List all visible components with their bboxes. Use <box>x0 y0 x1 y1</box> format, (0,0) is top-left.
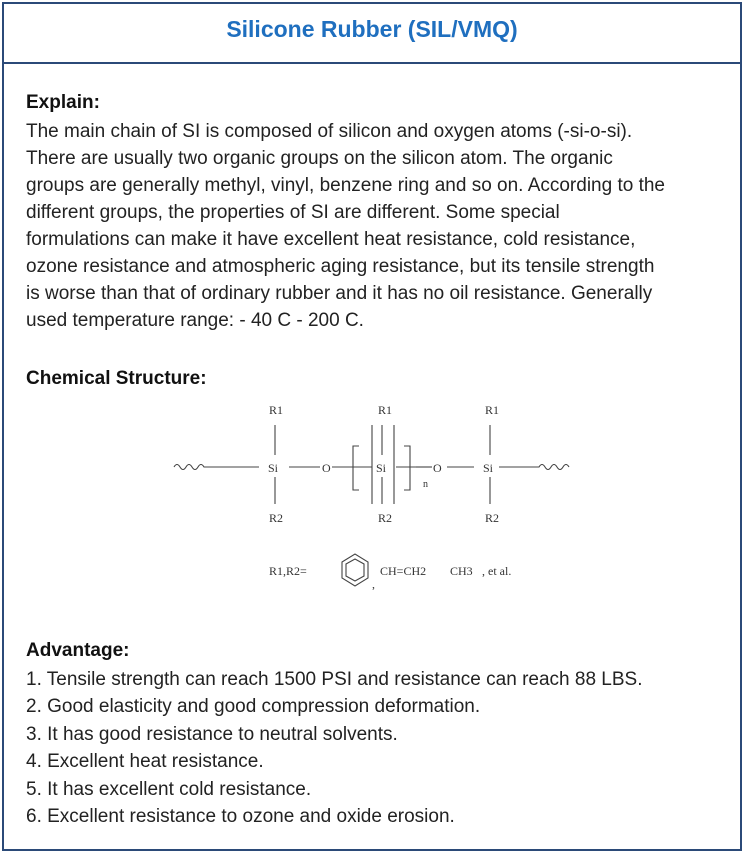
r2-label: R2 <box>378 511 393 525</box>
explain-line: is worse than that of ordinary rubber and it has no oil resistance. Generally <box>26 283 653 304</box>
wavy-bond-left <box>174 465 259 470</box>
explain-paragraph <box>26 118 726 334</box>
explain-heading: Explain: <box>26 92 100 113</box>
r1-label: R1 <box>378 403 393 417</box>
methyl-group: CH3 <box>450 564 473 578</box>
r1-label: R1 <box>269 403 284 417</box>
r2-label: R2 <box>485 511 500 525</box>
si-label: Si <box>483 461 494 475</box>
si-label: Si <box>376 461 387 475</box>
chemical-structure-diagram <box>154 392 614 607</box>
explain-line: used temperature range: - 40 C - 200 C. <box>26 310 364 331</box>
list-item: 3. It has good resistance to neutral solvents. <box>26 723 398 745</box>
r2-label: R2 <box>269 511 284 525</box>
et-al-text: , et al. <box>482 564 512 578</box>
legend-separator: , <box>372 577 375 591</box>
wavy-bond-right <box>499 465 569 470</box>
list-item: 5. It has excellent cold resistance. <box>26 778 312 800</box>
o-label: O <box>433 461 442 475</box>
n-subscript: n <box>423 479 428 490</box>
vinyl-group: CH=CH2 <box>380 564 427 578</box>
o-label: O <box>322 461 331 475</box>
explain-line: different groups, the properties of SI are different. Some special <box>26 202 560 223</box>
advantage-list <box>26 666 726 830</box>
explain-line: formulations can make it have excellent heat resistance, cold resistance, <box>26 229 636 250</box>
advantage-heading: Advantage: <box>26 640 130 661</box>
chemical-structure-heading: Chemical Structure: <box>26 368 207 389</box>
explain-line: The main chain of SI is composed of silicon and oxygen atoms (-si-o-si). <box>26 121 633 142</box>
title-divider <box>4 62 740 64</box>
explain-line: ozone resistance and atmospheric aging resistance, but its tensile strength <box>26 256 655 277</box>
list-item: 1. Tensile strength can reach 1500 PSI and resistance can reach 88 LBS. <box>26 669 643 690</box>
list-item: 2. Good elasticity and good compression deformation. <box>26 696 481 718</box>
si-label: Si <box>268 461 279 475</box>
r1-label: R1 <box>485 403 500 417</box>
list-item: 4. Excellent heat resistance. <box>26 751 264 773</box>
info-card <box>2 2 742 851</box>
page-title: Silicone Rubber (SIL/VMQ) <box>226 16 518 42</box>
explain-line: groups are generally methyl, vinyl, benzene ring and so on. According to the <box>26 175 665 196</box>
substituent-prefix: R1,R2= <box>269 564 307 578</box>
explain-line: There are usually two organic groups on the silicon atom. The organic <box>26 148 613 169</box>
list-item: 6. Excellent resistance to ozone and oxide erosion. <box>26 806 455 828</box>
